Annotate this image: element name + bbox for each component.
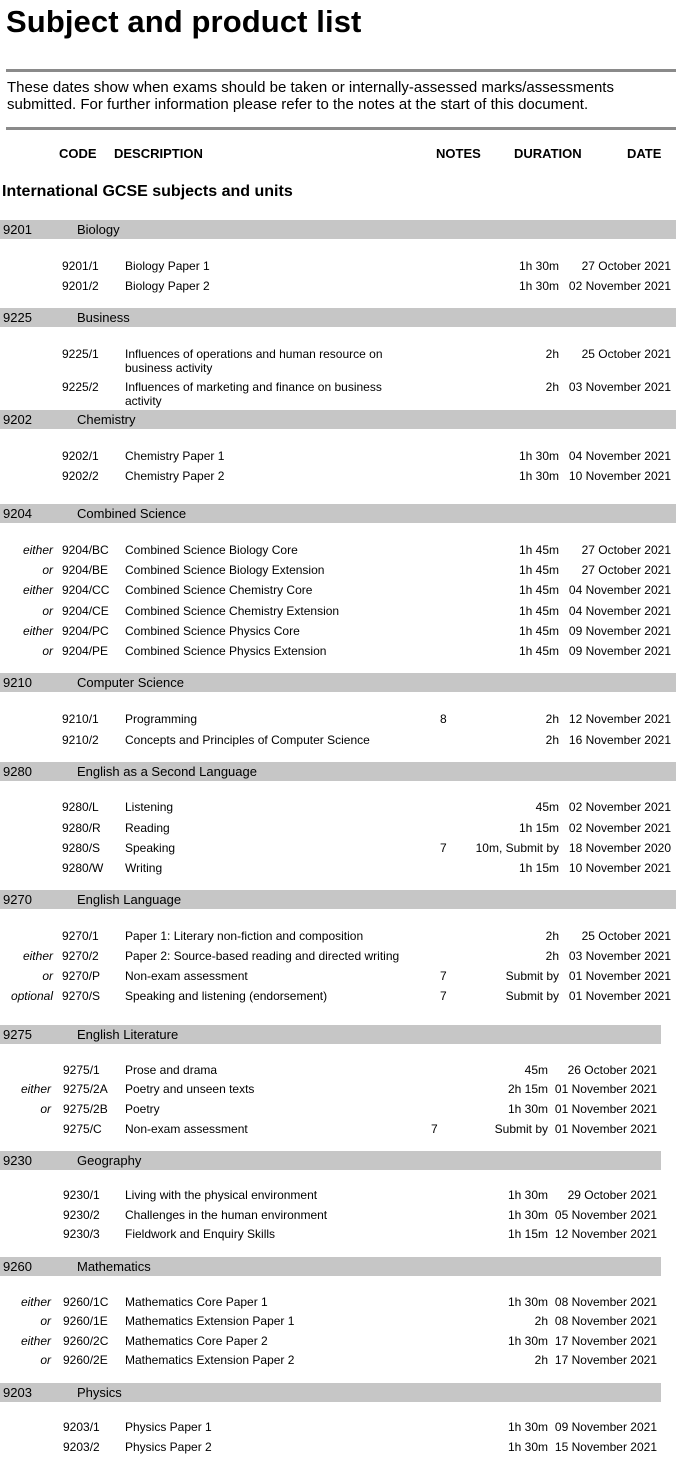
- subject-header-bar: [0, 673, 676, 692]
- unit-date: 04 November 2021: [568, 604, 671, 618]
- unit-duration: 1h 30m: [518, 469, 559, 483]
- unit-duration: 2h: [545, 929, 559, 943]
- unit-code: 9210/1: [62, 712, 99, 726]
- unit-date: 10 November 2021: [568, 861, 671, 875]
- unit-description: Biology Paper 1: [125, 259, 210, 273]
- unit-qualifier: either: [22, 624, 53, 638]
- unit-duration: 1h 30m: [507, 1102, 548, 1116]
- subject-code: 9201: [3, 222, 32, 237]
- unit-description: Combined Science Physics Extension: [125, 644, 327, 658]
- unit-date: 09 November 2021: [568, 644, 671, 658]
- unit-qualifier: either: [20, 1082, 51, 1096]
- unit-duration: 1h 30m: [507, 1334, 548, 1348]
- unit-code: 9204/BE: [62, 563, 109, 577]
- unit-code: 9260/2C: [63, 1334, 109, 1348]
- subject-code: 9225: [3, 310, 32, 325]
- unit-description: Poetry and unseen texts: [125, 1082, 255, 1096]
- unit-description: Physics Paper 1: [125, 1420, 212, 1434]
- unit-code: 9260/1E: [63, 1314, 108, 1328]
- unit-code: 9280/L: [62, 800, 99, 814]
- subject-header-bar: [0, 1151, 661, 1170]
- subject-code: 9275: [3, 1027, 32, 1042]
- unit-code: 9201/2: [62, 279, 99, 293]
- subject-header-bar: [0, 890, 676, 909]
- unit-date: 15 November 2021: [554, 1440, 657, 1454]
- unit-duration: 1h 30m: [507, 1440, 548, 1454]
- unit-date: 29 October 2021: [567, 1188, 657, 1202]
- unit-duration: Submit by: [494, 1122, 548, 1136]
- unit-qualifier: either: [22, 949, 53, 963]
- subject-name: Physics: [77, 1385, 122, 1400]
- unit-description: Concepts and Principles of Computer Science: [125, 733, 370, 747]
- unit-code: 9275/2B: [63, 1102, 108, 1116]
- unit-date: 01 November 2021: [554, 1082, 657, 1096]
- subject-name: Biology: [77, 222, 120, 237]
- subject-code: 9202: [3, 412, 32, 427]
- unit-qualifier: either: [20, 1334, 51, 1348]
- subject-name: Chemistry: [77, 412, 136, 427]
- unit-date: 01 November 2021: [554, 1122, 657, 1136]
- unit-code: 9270/P: [62, 969, 101, 983]
- subject-code: 9203: [3, 1385, 32, 1400]
- unit-code: 9202/2: [62, 469, 99, 483]
- unit-code: 9280/S: [62, 841, 101, 855]
- unit-code: 9275/1: [63, 1063, 100, 1077]
- unit-description: Non-exam assessment: [125, 1122, 248, 1136]
- unit-date: 01 November 2021: [568, 989, 671, 1003]
- unit-code: 9225/2: [62, 380, 99, 394]
- unit-note: 7: [440, 989, 447, 1003]
- unit-description: Biology Paper 2: [125, 279, 210, 293]
- unit-code: 9280/W: [62, 861, 104, 875]
- unit-qualifier: or: [42, 563, 53, 577]
- unit-duration: 45m: [535, 800, 559, 814]
- unit-duration: 2h: [545, 347, 559, 361]
- unit-description: Chemistry Paper 2: [125, 469, 225, 483]
- unit-code: 9275/2A: [63, 1082, 108, 1096]
- unit-code: 9230/1: [63, 1188, 100, 1202]
- unit-description: Poetry: [125, 1102, 160, 1116]
- unit-code: 9204/PC: [62, 624, 109, 638]
- unit-code: 9202/1: [62, 449, 99, 463]
- unit-duration: 1h 15m: [507, 1227, 548, 1241]
- subject-code: 9270: [3, 892, 32, 907]
- unit-description: Fieldwork and Enquiry Skills: [125, 1227, 276, 1241]
- section-title: International GCSE subjects and units: [2, 183, 293, 200]
- unit-date: 16 November 2021: [568, 733, 671, 747]
- unit-code: 9203/2: [63, 1440, 100, 1454]
- unit-duration: 1h 30m: [518, 449, 559, 463]
- unit-description: Mathematics Extension Paper 2: [125, 1353, 295, 1367]
- unit-date: 04 November 2021: [568, 583, 671, 597]
- subject-header-bar: [0, 762, 676, 781]
- unit-date: 10 November 2021: [568, 469, 671, 483]
- unit-qualifier: or: [42, 644, 53, 658]
- unit-description: Paper 2: Source-based reading and directed writing: [125, 949, 400, 963]
- unit-qualifier: optional: [10, 989, 53, 1003]
- unit-qualifier: or: [40, 1353, 51, 1367]
- unit-date: 25 October 2021: [581, 929, 671, 943]
- unit-qualifier: or: [40, 1314, 51, 1328]
- unit-description: Writing: [125, 861, 163, 875]
- subject-header-bar: [0, 410, 676, 429]
- unit-duration: 1h 30m: [507, 1295, 548, 1309]
- unit-duration: 1h 45m: [518, 604, 559, 618]
- unit-date: 09 November 2021: [554, 1420, 657, 1434]
- unit-date: 27 October 2021: [581, 543, 671, 557]
- unit-description: Listening: [125, 800, 174, 814]
- unit-duration: 1h 30m: [507, 1420, 548, 1434]
- unit-duration: 2h: [534, 1353, 548, 1367]
- subject-name: Geography: [77, 1153, 142, 1168]
- unit-qualifier: either: [22, 583, 53, 597]
- unit-date: 08 November 2021: [554, 1314, 657, 1328]
- subject-header-bar: [0, 308, 676, 327]
- subject-header-bar: [0, 504, 676, 523]
- unit-code: 9210/2: [62, 733, 99, 747]
- unit-duration: Submit by: [505, 969, 559, 983]
- unit-date: 01 November 2021: [554, 1102, 657, 1116]
- unit-description: Speaking and listening (endorsement): [125, 989, 328, 1003]
- unit-qualifier: or: [40, 1102, 51, 1116]
- unit-description: Reading: [125, 821, 170, 835]
- unit-date: 01 November 2021: [568, 969, 671, 983]
- column-header-code: CODE: [59, 146, 97, 161]
- unit-duration: 2h 15m: [507, 1082, 548, 1096]
- column-header-duration: DURATION: [514, 146, 582, 161]
- unit-date: 03 November 2021: [568, 380, 671, 394]
- unit-date: 17 November 2021: [554, 1334, 657, 1348]
- unit-qualifier: either: [20, 1295, 51, 1309]
- unit-date: 03 November 2021: [568, 949, 671, 963]
- unit-duration: 2h: [545, 733, 559, 747]
- unit-duration: 45m: [524, 1063, 548, 1077]
- unit-qualifier: either: [22, 543, 53, 557]
- unit-date: 04 November 2021: [568, 449, 671, 463]
- unit-duration: 10m, Submit by: [475, 841, 559, 855]
- unit-description: Mathematics Core Paper 1: [125, 1295, 268, 1309]
- subject-code: 9230: [3, 1153, 32, 1168]
- unit-date: 18 November 2020: [568, 841, 671, 855]
- unit-qualifier: or: [42, 969, 53, 983]
- subject-code: 9204: [3, 506, 32, 521]
- unit-date: 02 November 2021: [568, 800, 671, 814]
- unit-duration: 1h 45m: [518, 583, 559, 597]
- unit-code: 9270/2: [62, 949, 99, 963]
- subject-header-bar: [0, 220, 676, 239]
- unit-code: 9270/1: [62, 929, 99, 943]
- unit-code: 9275/C: [63, 1122, 102, 1136]
- unit-description: Combined Science Physics Core: [125, 624, 300, 638]
- subject-code: 9260: [3, 1259, 32, 1274]
- unit-description: Mathematics Extension Paper 1: [125, 1314, 295, 1328]
- unit-qualifier: or: [42, 604, 53, 618]
- unit-duration: 1h 15m: [518, 821, 559, 835]
- unit-code: 9204/PE: [62, 644, 109, 658]
- unit-duration: Submit by: [505, 989, 559, 1003]
- subject-header-bar: [0, 1025, 661, 1044]
- page-title: Subject and product list: [6, 4, 362, 39]
- unit-duration: 1h 45m: [518, 563, 559, 577]
- subject-name: Computer Science: [77, 675, 184, 690]
- unit-duration: 1h 30m: [507, 1188, 548, 1202]
- unit-code: 9203/1: [63, 1420, 100, 1434]
- unit-code: 9204/CC: [62, 583, 110, 597]
- unit-duration: 2h: [534, 1314, 548, 1328]
- unit-duration: 1h 45m: [518, 644, 559, 658]
- column-header-date: DATE: [627, 146, 662, 161]
- unit-note: 8: [440, 712, 447, 726]
- unit-description: Speaking: [125, 841, 176, 855]
- unit-code: 9270/S: [62, 989, 101, 1003]
- unit-code: 9225/1: [62, 347, 99, 361]
- subject-header-bar: [0, 1383, 661, 1402]
- subject-header-bar: [0, 1257, 661, 1276]
- unit-code: 9280/R: [62, 821, 101, 835]
- unit-note: 7: [440, 841, 447, 855]
- unit-date: 17 November 2021: [554, 1353, 657, 1367]
- unit-description: Programming: [125, 712, 198, 726]
- unit-date: 12 November 2021: [554, 1227, 657, 1241]
- unit-note: 7: [431, 1122, 438, 1136]
- subject-name: Business: [77, 310, 130, 325]
- unit-description: Challenges in the human environment: [125, 1208, 328, 1222]
- unit-duration: 1h 30m: [507, 1208, 548, 1222]
- column-header-description: DESCRIPTION: [114, 146, 203, 161]
- unit-description: Paper 1: Literary non-fiction and composition: [125, 929, 364, 943]
- unit-date: 27 October 2021: [581, 563, 671, 577]
- unit-code: 9260/1C: [63, 1295, 109, 1309]
- unit-duration: 1h 15m: [518, 861, 559, 875]
- unit-date: 02 November 2021: [568, 821, 671, 835]
- unit-duration: 1h 45m: [518, 543, 559, 557]
- subject-name: English as a Second Language: [77, 764, 257, 779]
- subject-name: Mathematics: [77, 1259, 151, 1274]
- unit-description: Combined Science Biology Extension: [125, 563, 325, 577]
- unit-description: Living with the physical environment: [125, 1188, 318, 1202]
- unit-description: Chemistry Paper 1: [125, 449, 225, 463]
- unit-date: 09 November 2021: [568, 624, 671, 638]
- unit-description: Influences of operations and human resource on business activity: [125, 347, 383, 375]
- subject-name: English Language: [77, 892, 182, 907]
- unit-description: Prose and drama: [125, 1063, 218, 1077]
- subject-code: 9280: [3, 764, 32, 779]
- subject-name: English Literature: [77, 1027, 179, 1042]
- unit-code: 9204/BC: [62, 543, 109, 557]
- unit-code: 9230/3: [63, 1227, 100, 1241]
- unit-date: 26 October 2021: [567, 1063, 657, 1077]
- unit-date: 25 October 2021: [581, 347, 671, 361]
- unit-date: 08 November 2021: [554, 1295, 657, 1309]
- unit-date: 12 November 2021: [568, 712, 671, 726]
- unit-description: Combined Science Biology Core: [125, 543, 298, 557]
- unit-duration: 2h: [545, 380, 559, 394]
- unit-description: Combined Science Chemistry Extension: [125, 604, 340, 618]
- unit-description: Influences of marketing and finance on business activity: [125, 380, 382, 408]
- unit-date: 05 November 2021: [554, 1208, 657, 1222]
- unit-description: Non-exam assessment: [125, 969, 248, 983]
- unit-note: 7: [440, 969, 447, 983]
- unit-date: 27 October 2021: [581, 259, 671, 273]
- unit-duration: 2h: [545, 949, 559, 963]
- column-header-notes: NOTES: [436, 146, 481, 161]
- unit-description: Combined Science Chemistry Core: [125, 583, 313, 597]
- unit-description: Physics Paper 2: [125, 1440, 212, 1454]
- unit-duration: 1h 45m: [518, 624, 559, 638]
- unit-description: Mathematics Core Paper 2: [125, 1334, 268, 1348]
- unit-date: 02 November 2021: [568, 279, 671, 293]
- subject-name: Combined Science: [77, 506, 187, 521]
- intro-text: These dates show when exams should be taken or internally-assessed marks/assessments submitted. For further information please refer to the notes at the start of this document.: [7, 79, 614, 113]
- unit-duration: 1h 30m: [518, 259, 559, 273]
- subject-code: 9210: [3, 675, 32, 690]
- unit-code: 9201/1: [62, 259, 99, 273]
- unit-duration: 1h 30m: [518, 279, 559, 293]
- unit-code: 9260/2E: [63, 1353, 108, 1367]
- unit-duration: 2h: [545, 712, 559, 726]
- unit-code: 9204/CE: [62, 604, 109, 618]
- unit-code: 9230/2: [63, 1208, 100, 1222]
